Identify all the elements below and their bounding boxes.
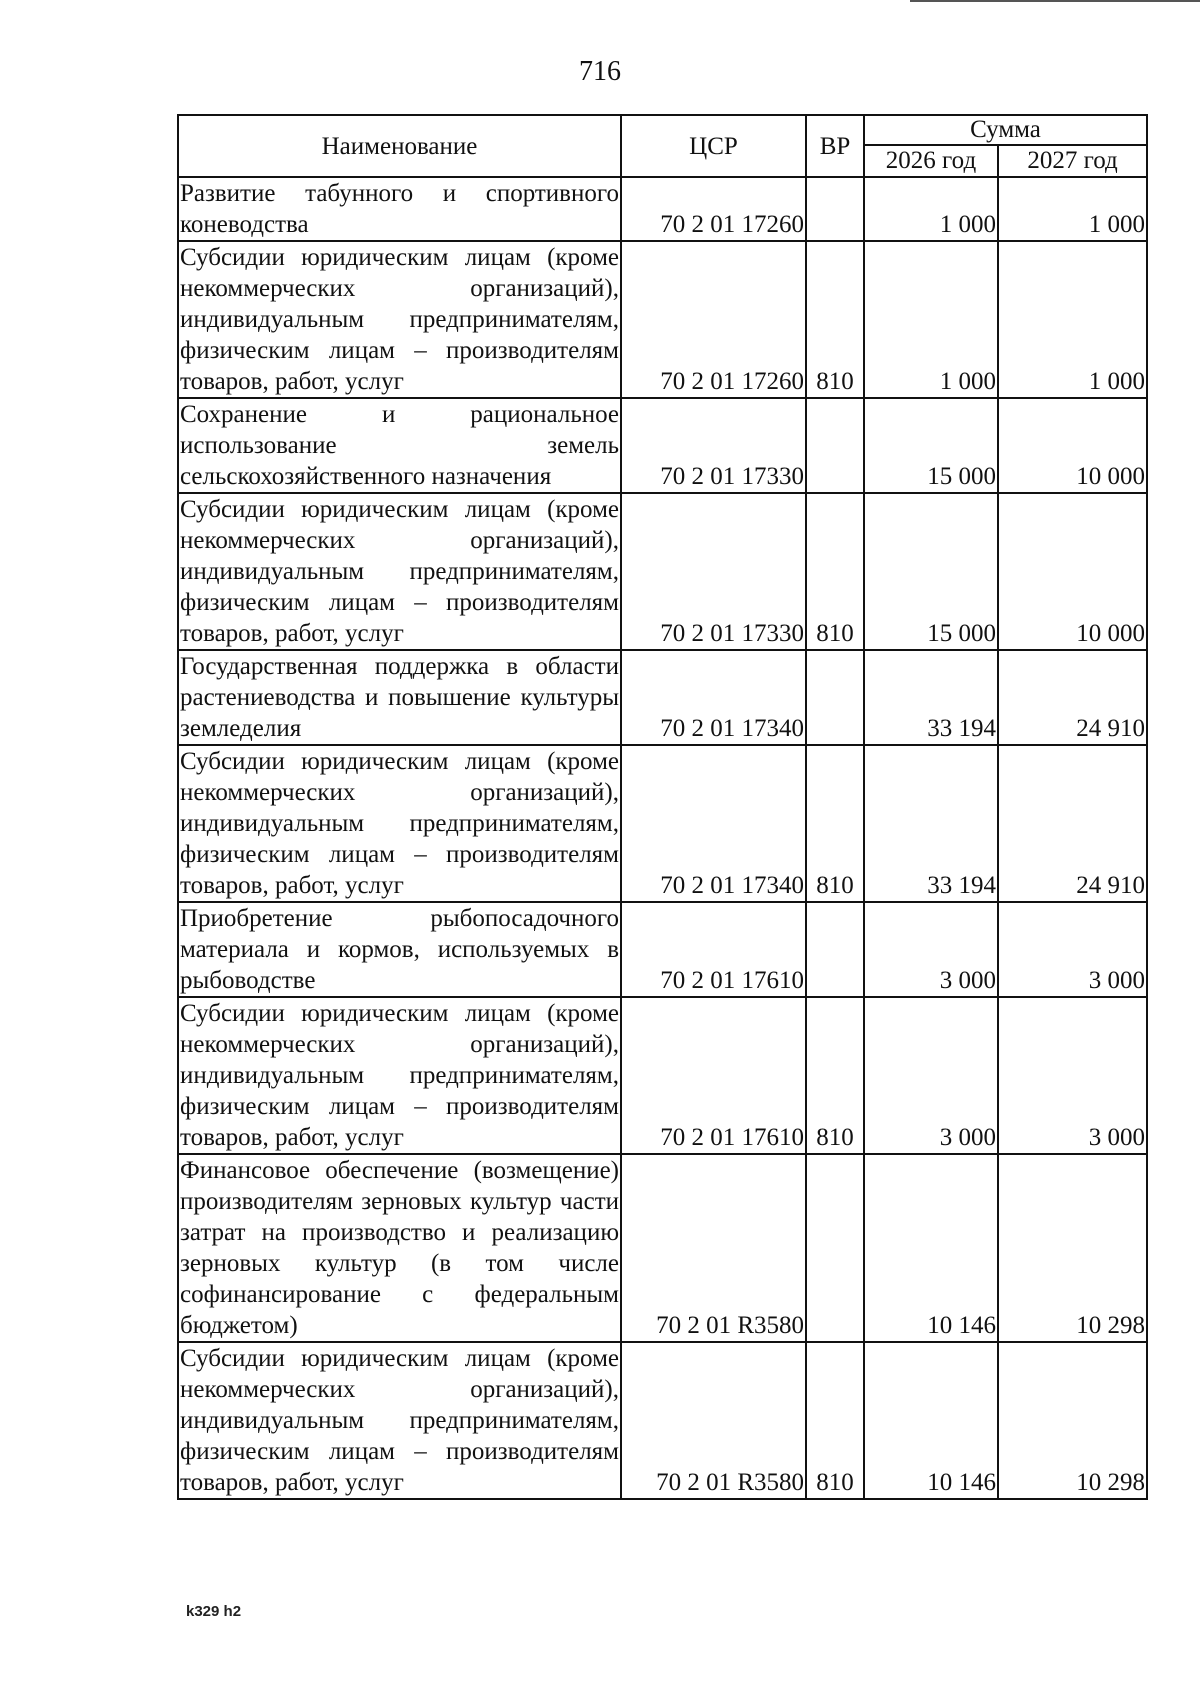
row-sum-2026: 3 000 xyxy=(864,997,998,1154)
row-csr: 70 2 01 17330 xyxy=(621,493,806,650)
row-sum-2027: 10 000 xyxy=(998,493,1147,650)
row-sum-2027: 3 000 xyxy=(998,997,1147,1154)
scan-edge-line xyxy=(910,0,1200,2)
row-vr: 810 xyxy=(806,493,864,650)
table-row xyxy=(178,1342,1147,1499)
row-sum-2026: 15 000 xyxy=(864,398,998,493)
row-name: Субсидии юридическим лицам (кроме некоммерческих организаций), индивидуальным предпринимателям, физическим лицам – производителям товаров, работ, услуг xyxy=(178,493,621,650)
table-row xyxy=(178,902,1147,997)
row-sum-2027: 3 000 xyxy=(998,902,1147,997)
row-vr xyxy=(806,1154,864,1342)
row-csr: 70 2 01 17610 xyxy=(621,997,806,1154)
row-vr: 810 xyxy=(806,241,864,398)
budget-table xyxy=(177,114,1148,1500)
row-csr: 70 2 01 R3580 xyxy=(621,1342,806,1499)
row-sum-2026: 3 000 xyxy=(864,902,998,997)
row-sum-2027: 24 910 xyxy=(998,745,1147,902)
row-sum-2027: 10 298 xyxy=(998,1154,1147,1342)
row-sum-2026: 15 000 xyxy=(864,493,998,650)
row-vr: 810 xyxy=(806,1342,864,1499)
row-name: Приобретение рыбопосадочного материала и кормов, используемых в рыбоводстве xyxy=(178,902,621,997)
row-vr xyxy=(806,650,864,745)
row-name: Субсидии юридическим лицам (кроме некоммерческих организаций), индивидуальным предпринимателям, физическим лицам – производителям товаров, работ, услуг xyxy=(178,997,621,1154)
row-sum-2026: 10 146 xyxy=(864,1154,998,1342)
table-row xyxy=(178,177,1147,241)
row-vr: 810 xyxy=(806,745,864,902)
row-sum-2026: 1 000 xyxy=(864,177,998,241)
row-csr: 70 2 01 17260 xyxy=(621,241,806,398)
row-sum-2026: 10 146 xyxy=(864,1342,998,1499)
page-number: 716 xyxy=(579,56,621,87)
table-row xyxy=(178,997,1147,1154)
row-csr: 70 2 01 17260 xyxy=(621,177,806,241)
header-name: Наименование xyxy=(178,115,621,177)
row-vr xyxy=(806,398,864,493)
row-csr: 70 2 01 17330 xyxy=(621,398,806,493)
row-sum-2027: 10 000 xyxy=(998,398,1147,493)
row-name: Субсидии юридическим лицам (кроме некоммерческих организаций), индивидуальным предпринимателям, физическим лицам – производителям товаров, работ, услуг xyxy=(178,1342,621,1499)
header-vr: ВР xyxy=(806,115,864,177)
row-sum-2027: 10 298 xyxy=(998,1342,1147,1499)
row-name: Финансовое обеспечение (возмещение) производителям зерновых культур части затрат на производство и реализацию зерновых культур (в том числе софинансирование с федеральным бюджетом) xyxy=(178,1154,621,1342)
header-year-2026: 2026 год xyxy=(864,145,998,177)
row-vr xyxy=(806,902,864,997)
row-csr: 70 2 01 17340 xyxy=(621,650,806,745)
table-row xyxy=(178,398,1147,493)
table-row xyxy=(178,745,1147,902)
header-csr: ЦСР xyxy=(621,115,806,177)
row-vr: 810 xyxy=(806,997,864,1154)
row-csr: 70 2 01 17340 xyxy=(621,745,806,902)
row-sum-2026: 1 000 xyxy=(864,241,998,398)
row-sum-2027: 1 000 xyxy=(998,177,1147,241)
row-name: Развитие табунного и спортивного коневодства xyxy=(178,177,621,241)
row-sum-2027: 1 000 xyxy=(998,241,1147,398)
footer-code: k329 h2 xyxy=(186,1603,242,1620)
table-row xyxy=(178,650,1147,745)
row-name: Государственная поддержка в области растениеводства и повышение культуры земледелия xyxy=(178,650,621,745)
table-row xyxy=(178,241,1147,398)
header-sum: Сумма xyxy=(864,115,1147,145)
table-body xyxy=(178,177,1147,1499)
row-sum-2026: 33 194 xyxy=(864,745,998,902)
row-vr xyxy=(806,177,864,241)
row-csr: 70 2 01 R3580 xyxy=(621,1154,806,1342)
row-name: Сохранение и рациональное использование земель сельскохозяйственного назначения xyxy=(178,398,621,493)
row-name: Субсидии юридическим лицам (кроме некоммерческих организаций), индивидуальным предпринимателям, физическим лицам – производителям товаров, работ, услуг xyxy=(178,241,621,398)
row-name: Субсидии юридическим лицам (кроме некоммерческих организаций), индивидуальным предпринимателям, физическим лицам – производителям товаров, работ, услуг xyxy=(178,745,621,902)
header-year-2027: 2027 год xyxy=(998,145,1147,177)
row-csr: 70 2 01 17610 xyxy=(621,902,806,997)
row-sum-2026: 33 194 xyxy=(864,650,998,745)
table-row xyxy=(178,493,1147,650)
table-header xyxy=(178,115,1147,177)
table-row xyxy=(178,1154,1147,1342)
row-sum-2027: 24 910 xyxy=(998,650,1147,745)
